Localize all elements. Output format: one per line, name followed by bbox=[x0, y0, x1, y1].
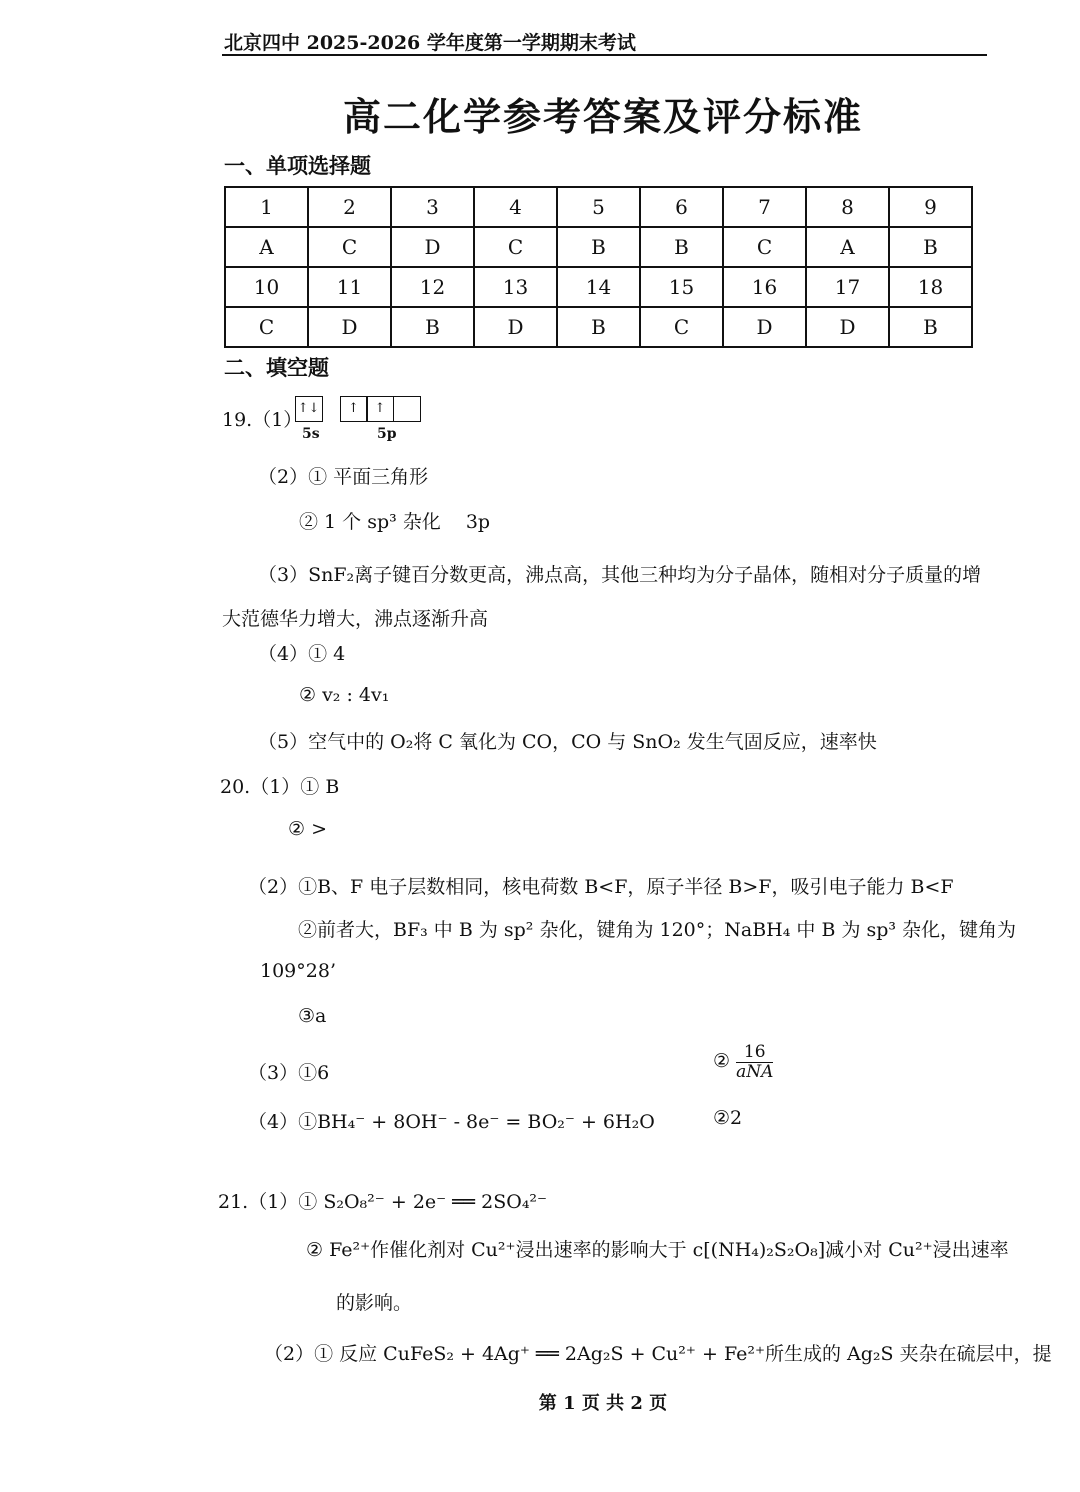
q20-p2-3: 109°28’ bbox=[260, 960, 336, 982]
table-cell: 12 bbox=[391, 267, 474, 307]
table-cell: 14 bbox=[557, 267, 640, 307]
orbital-label-5s: 5s bbox=[302, 426, 320, 442]
table-cell: 16 bbox=[723, 267, 806, 307]
table-row bbox=[225, 307, 972, 347]
q19-label: 19.（1） bbox=[222, 409, 303, 431]
table-cell: 17 bbox=[806, 267, 889, 307]
orbital-box bbox=[393, 396, 421, 422]
q19-p4-2: ② v₂ : 4v₁ bbox=[299, 684, 390, 706]
header-rule bbox=[222, 54, 987, 56]
table-cell: B bbox=[640, 227, 723, 267]
q20-p4-1: （4）①BH₄⁻ + 8OH⁻ - 8e⁻ = BO₂⁻ + 6H₂O bbox=[248, 1111, 655, 1133]
table-cell: 3 bbox=[391, 187, 474, 227]
table-cell: C bbox=[723, 227, 806, 267]
table-cell: 5 bbox=[557, 187, 640, 227]
page-footer: 第 1 页 共 2 页 bbox=[538, 1393, 668, 1414]
circled-2: ② bbox=[713, 1050, 731, 1073]
exam-header: 北京四中 2025-2026 学年度第一学期期末考试 bbox=[224, 32, 636, 54]
q19-p3-a: （3）SnF₂离子键百分数更高，沸点高，其他三种均为分子晶体，随相对分子质量的增 bbox=[258, 564, 982, 586]
table-cell: B bbox=[557, 227, 640, 267]
table-cell: B bbox=[391, 307, 474, 347]
table-cell: D bbox=[308, 307, 391, 347]
q19-p2-1: （2）① 平面三角形 bbox=[258, 466, 429, 488]
q20-p3-1: （3）①6 bbox=[248, 1062, 330, 1084]
table-cell: C bbox=[225, 307, 308, 347]
table-cell: B bbox=[889, 227, 972, 267]
table-cell: 15 bbox=[640, 267, 723, 307]
q21-p1-1: 21.（1）① S₂O₈²⁻ + 2e⁻ ══ 2SO₄²⁻ bbox=[218, 1191, 548, 1213]
table-cell: 10 bbox=[225, 267, 308, 307]
q19-p4-1: （4）① 4 bbox=[258, 643, 346, 665]
table-cell: C bbox=[640, 307, 723, 347]
orbital-box: ↑ bbox=[366, 396, 394, 422]
q20-p4-2: ②2 bbox=[713, 1107, 743, 1129]
table-cell: 2 bbox=[308, 187, 391, 227]
q20-p2-2: ②前者大，BF₃ 中 B 为 sp² 杂化，键角为 120°；NaBH₄ 中 B 为 sp³ 杂化，键角为 bbox=[298, 919, 1017, 941]
table-cell: C bbox=[474, 227, 557, 267]
orbital-box: ↑↓ bbox=[295, 396, 323, 422]
q20-p1-2: ② > bbox=[288, 818, 327, 840]
table-cell: A bbox=[806, 227, 889, 267]
answer-table bbox=[224, 186, 973, 348]
table-row bbox=[225, 227, 972, 267]
section1-title: 一、单项选择题 bbox=[224, 153, 371, 178]
table-cell: 7 bbox=[723, 187, 806, 227]
q21-p1-3: 的影响。 bbox=[336, 1292, 413, 1314]
fraction-denominator: aNA bbox=[736, 1061, 774, 1082]
page-title: 高二化学参考答案及评分标准 bbox=[342, 94, 863, 139]
fraction-numerator: 16 bbox=[736, 1043, 773, 1063]
table-cell: D bbox=[474, 307, 557, 347]
orbital-box: ↑ bbox=[340, 396, 368, 422]
table-cell: B bbox=[557, 307, 640, 347]
table-cell: 1 bbox=[225, 187, 308, 227]
q20-p1-1: 20.（1）① B bbox=[220, 776, 340, 798]
q20-p3-2 bbox=[713, 1043, 773, 1081]
orbital-label-5p: 5p bbox=[377, 426, 397, 442]
section2-title: 二、填空题 bbox=[224, 355, 329, 380]
table-cell: 8 bbox=[806, 187, 889, 227]
table-cell: D bbox=[806, 307, 889, 347]
table-cell: D bbox=[391, 227, 474, 267]
table-cell: A bbox=[225, 227, 308, 267]
q19-p3-b: 大范德华力增大，沸点逐渐升高 bbox=[222, 608, 489, 630]
table-cell: 9 bbox=[889, 187, 972, 227]
fraction bbox=[736, 1043, 773, 1081]
q20-p2-1: （2）①B、F 电子层数相同，核电荷数 B<F，原子半径 B>F，吸引电子能力 B<F bbox=[248, 876, 954, 898]
table-row bbox=[225, 267, 972, 307]
table-row bbox=[225, 187, 972, 227]
q21-p1-2: ② Fe²⁺作催化剂对 Cu²⁺浸出速率的影响大于 c[(NH₄)₂S₂O₈]减小对 Cu²⁺浸出速率 bbox=[306, 1239, 1009, 1261]
table-cell: 11 bbox=[308, 267, 391, 307]
table-cell: 13 bbox=[474, 267, 557, 307]
table-cell: D bbox=[723, 307, 806, 347]
table-cell: B bbox=[889, 307, 972, 347]
q19-p5: （5）空气中的 O₂将 C 氧化为 CO，CO 与 SnO₂ 发生气固反应，速率快 bbox=[258, 731, 877, 753]
q19-p2-2: ② 1 个 sp³ 杂化 3p bbox=[299, 511, 491, 533]
q20-p2-4: ③a bbox=[298, 1005, 327, 1027]
table-cell: 6 bbox=[640, 187, 723, 227]
table-cell: 4 bbox=[474, 187, 557, 227]
orbital-5s bbox=[296, 396, 323, 422]
table-cell: 18 bbox=[889, 267, 972, 307]
table-cell: C bbox=[308, 227, 391, 267]
orbital-5p bbox=[341, 396, 421, 422]
q21-p2-1: （2）① 反应 CuFeS₂ + 4Ag⁺ ══ 2Ag₂S + Cu²⁺ + Fe²⁺所生成的 Ag₂S 夹杂在硫层中，提 bbox=[264, 1343, 1052, 1365]
